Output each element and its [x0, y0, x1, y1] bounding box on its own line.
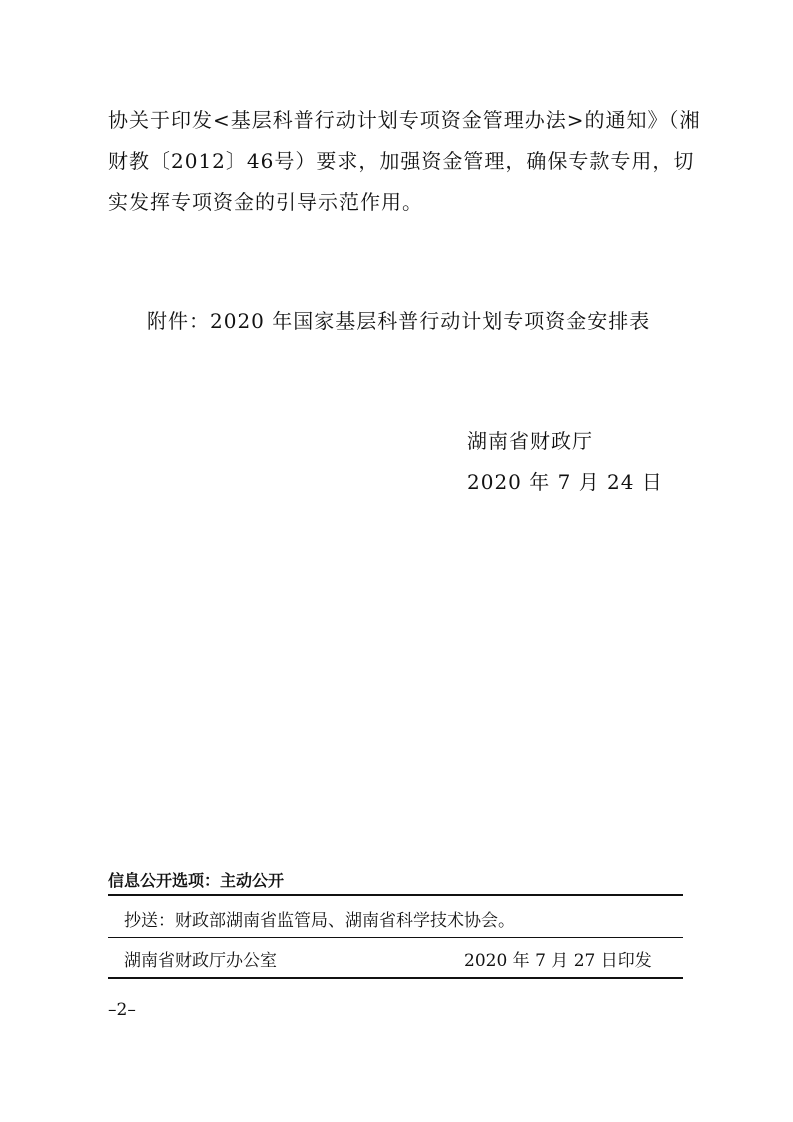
issue-date: 2020 年 7 月 27 日印发	[464, 951, 652, 971]
issuing-office: 湖南省财政厅办公室	[124, 951, 277, 971]
page-number: –2–	[108, 1000, 136, 1020]
body-line-1: 协关于印发<基层科普行动计划专项资金管理办法>的通知》（湘	[108, 108, 701, 132]
signature-date: 2020 年 7 月 24 日	[467, 470, 663, 494]
footer-rule-middle	[108, 937, 683, 938]
body-line-2: 财教〔2012〕46号）要求，加强资金管理，确保专款专用，切	[108, 149, 695, 173]
footer-rule-top	[108, 894, 683, 896]
attachment-line: 附件：2020 年国家基层科普行动计划专项资金安排表	[147, 309, 651, 333]
body-line-3: 实发挥专项资金的引导示范作用。	[108, 190, 423, 214]
footer-rule-bottom	[108, 977, 683, 979]
cc-line: 抄送：财政部湖南省监管局、湖南省科学技术协会。	[124, 911, 515, 931]
disclosure-option: 信息公开选项：主动公开	[108, 871, 285, 890]
signature-organization: 湖南省财政厅	[467, 429, 593, 453]
